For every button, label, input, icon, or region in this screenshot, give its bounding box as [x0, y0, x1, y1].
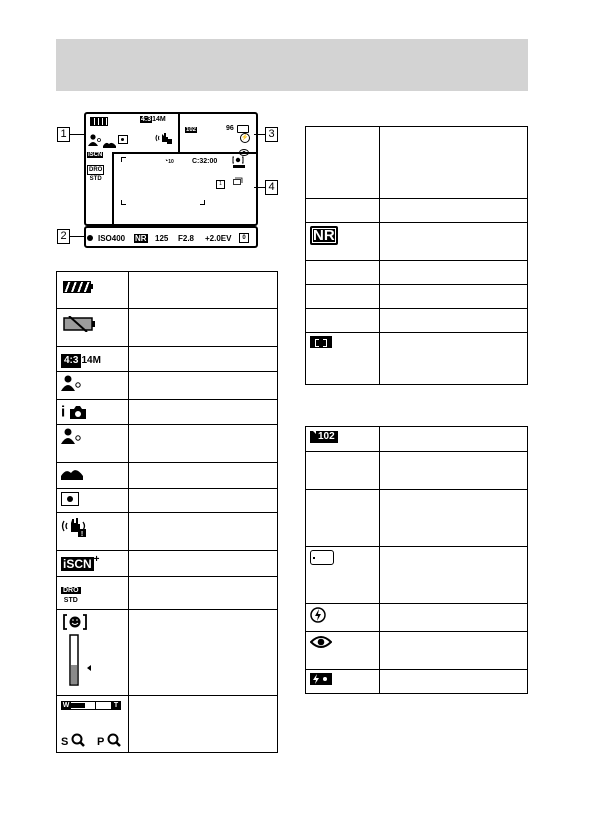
description-cell	[380, 670, 528, 694]
table-row	[57, 610, 278, 696]
table-row	[306, 632, 528, 670]
flash-off-icon	[310, 607, 326, 623]
description-cell	[380, 604, 528, 632]
description-cell	[380, 490, 528, 547]
quality-indicator: 4:314M	[141, 116, 166, 123]
icon-cell	[306, 333, 380, 385]
description-cell	[129, 463, 278, 489]
person-icon	[61, 375, 83, 391]
icon-cell	[57, 463, 129, 489]
smart-zoom-icon: S	[61, 733, 85, 748]
description-cell	[129, 696, 278, 753]
spot-metering-icon	[61, 492, 79, 506]
icon-cell	[57, 372, 129, 400]
table-row	[306, 199, 528, 223]
icon-cell	[306, 547, 380, 604]
svg-text:!: !	[80, 531, 84, 538]
smile-shutter-icon	[61, 613, 101, 687]
table-row	[306, 490, 528, 547]
icon-cell	[306, 309, 380, 333]
flash-off-icon: ⚡	[241, 135, 249, 141]
table-row	[306, 333, 528, 385]
callout-3: 3	[265, 127, 278, 142]
description-cell	[380, 199, 528, 223]
af-corner	[200, 200, 205, 205]
icon-cell	[306, 127, 380, 199]
self-timer-icon: ◔	[164, 158, 169, 165]
table-row	[57, 272, 278, 309]
description-cell	[380, 223, 528, 261]
table-row	[306, 427, 528, 452]
description-cell	[380, 632, 528, 670]
callout-leader	[254, 134, 265, 135]
nr-indicator: NR	[135, 234, 147, 243]
self-timer-indicator: ◔10	[164, 158, 174, 165]
dro-indicator: DRO STD	[89, 167, 103, 182]
icon-cell	[57, 425, 129, 463]
af-frame-indicator: 1	[216, 180, 225, 189]
af-corner	[121, 157, 126, 162]
iscn-indicator: iSCN	[88, 152, 103, 158]
flash-charging-icon	[310, 673, 332, 685]
red-eye-icon	[310, 635, 332, 649]
table-row	[306, 547, 528, 604]
icon-cell	[306, 427, 380, 452]
table-row	[57, 577, 278, 610]
icon-cell	[57, 696, 129, 753]
icon-cell	[306, 261, 380, 285]
callout-2: 2	[57, 229, 70, 244]
folder-icon: 102	[310, 431, 338, 443]
callout-leader	[70, 134, 84, 135]
description-cell	[380, 309, 528, 333]
spot-metering-icon	[118, 135, 128, 144]
description-cell	[129, 610, 278, 696]
memory-card-icon	[237, 125, 249, 133]
icon-cell	[306, 452, 380, 490]
image-size-value: 14M	[152, 116, 166, 123]
icon-cell	[57, 347, 129, 372]
indicator-table-3	[305, 426, 528, 694]
description-cell	[380, 285, 528, 309]
callout-1: 1	[57, 127, 70, 142]
exposure-value: +2.0EV	[205, 234, 232, 243]
icon-cell	[57, 513, 129, 551]
description-cell	[129, 372, 278, 400]
red-eye-icon	[239, 143, 249, 150]
precision-zoom-icon: P	[97, 733, 121, 748]
icon-cell	[306, 285, 380, 309]
mode-icon: 0	[239, 233, 249, 243]
icon-cell	[306, 632, 380, 670]
image-size-label: 14M	[81, 355, 101, 366]
table-row	[306, 261, 528, 285]
table-row	[57, 696, 278, 753]
description-cell	[380, 333, 528, 385]
icon-cell	[306, 670, 380, 694]
table-row	[306, 309, 528, 333]
icon-cell	[57, 610, 129, 696]
table-row	[306, 604, 528, 632]
dro-icon: DRO STD	[63, 587, 79, 605]
camera-shake-icon	[61, 516, 89, 538]
battery-empty-icon	[63, 316, 99, 332]
description-cell	[380, 127, 528, 199]
icon-cell	[57, 400, 129, 425]
table-row	[57, 309, 278, 347]
description-cell	[129, 425, 278, 463]
intelligent-auto-label: i	[61, 403, 66, 421]
icon-cell	[306, 490, 380, 547]
battery-icon	[90, 117, 108, 126]
table-row	[306, 127, 528, 199]
landscape-icon	[103, 135, 116, 143]
icon-cell	[306, 604, 380, 632]
burst-icon	[233, 172, 243, 180]
table-row	[306, 285, 528, 309]
description-cell	[380, 427, 528, 452]
table-row	[57, 425, 278, 463]
af-corner	[121, 200, 126, 205]
table-row	[57, 489, 278, 513]
recording-time-value: C:32:00	[192, 158, 218, 165]
table-row	[57, 372, 278, 400]
icon-cell	[57, 577, 129, 610]
callout-4: 4	[265, 180, 278, 195]
table-row	[306, 670, 528, 694]
table-row	[306, 223, 528, 261]
description-cell	[129, 272, 278, 309]
scene-recognition-icon: iSCN	[63, 557, 92, 572]
callout-leader	[254, 187, 265, 188]
landscape-icon	[61, 466, 83, 480]
zoom-scale-icon: W T S P	[61, 699, 125, 749]
description-cell	[129, 577, 278, 610]
folder-indicator: 102	[186, 127, 197, 133]
iso-value: ISO400	[98, 234, 126, 243]
smile-shutter-icon	[232, 156, 246, 170]
screen-divider	[112, 152, 180, 154]
battery-full-icon	[63, 281, 93, 293]
memory-card-icon	[310, 550, 334, 565]
person-icon	[61, 428, 83, 444]
table-row	[57, 513, 278, 551]
icon-cell: iSCN +	[57, 551, 129, 577]
description-cell	[129, 347, 278, 372]
icon-cell	[57, 272, 129, 309]
icon-cell	[306, 199, 380, 223]
page-header-band	[56, 39, 528, 91]
aperture-value: F2.8	[178, 234, 195, 243]
description-cell	[380, 452, 528, 490]
screen-divider	[112, 152, 114, 224]
callout-leader	[70, 236, 84, 237]
screen-divider	[178, 112, 180, 154]
indicator-table-4	[305, 126, 528, 385]
table-row	[57, 400, 278, 425]
description-cell	[380, 547, 528, 604]
table-row	[306, 452, 528, 490]
icon-cell	[306, 223, 380, 261]
noise-reduction-icon: NR	[310, 226, 338, 245]
icon-cell	[57, 489, 129, 513]
indicator-table-1	[56, 271, 278, 753]
description-cell	[129, 489, 278, 513]
aspect-ratio-icon: 4:3	[61, 354, 81, 368]
camera-icon	[70, 405, 86, 419]
camera-shake-icon	[155, 131, 173, 145]
table-row	[57, 463, 278, 489]
description-cell	[129, 400, 278, 425]
description-cell	[129, 309, 278, 347]
table-row	[57, 551, 278, 577]
description-cell	[129, 513, 278, 551]
remaining-images-value: 96	[226, 125, 234, 132]
recording-dot-icon	[87, 235, 93, 241]
table-row	[57, 347, 278, 372]
description-cell	[129, 551, 278, 577]
af-frame-icon	[310, 336, 332, 348]
icon-cell	[57, 309, 129, 347]
description-cell	[380, 261, 528, 285]
shutter-speed-value: 125	[155, 234, 169, 243]
